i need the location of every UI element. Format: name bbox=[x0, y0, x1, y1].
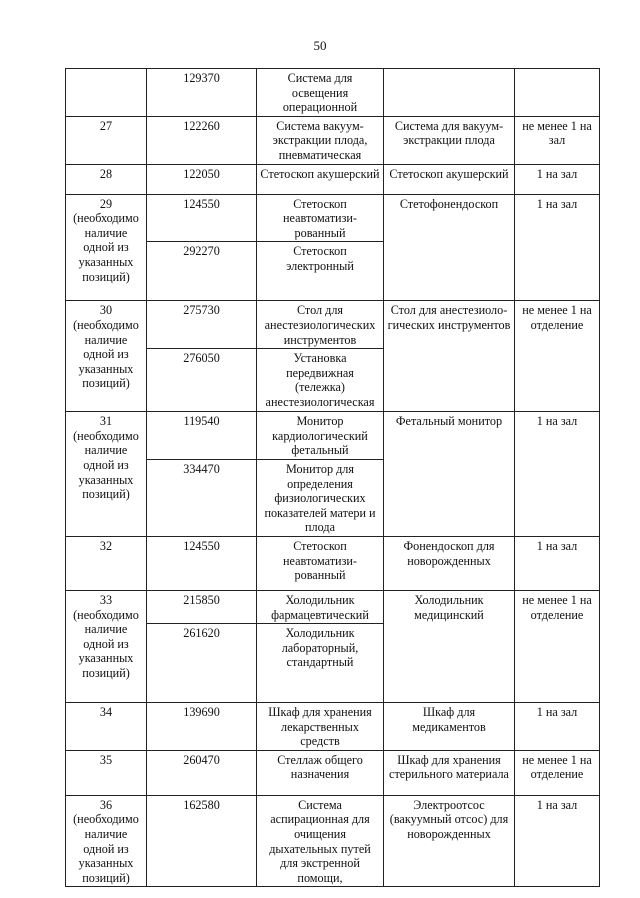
row-number: 27 bbox=[66, 116, 147, 164]
row-number: 33 (необходимо наличие одной из указанных позиций) bbox=[66, 590, 147, 702]
equipment-table bbox=[65, 68, 600, 887]
item-name: Стетоскоп неавтоматизи-рованный bbox=[257, 194, 384, 242]
row-number bbox=[66, 69, 147, 117]
table-row bbox=[66, 164, 600, 194]
item-code: 124550 bbox=[147, 194, 257, 242]
table-row bbox=[66, 301, 600, 349]
item-name: Стеллаж общего назначения bbox=[257, 750, 384, 795]
table-row bbox=[66, 703, 600, 751]
quantity: не менее 1 на зал bbox=[515, 116, 600, 164]
equipment-name: Стетофонендоскоп bbox=[384, 194, 515, 301]
item-code: 261620 bbox=[147, 624, 257, 703]
quantity: 1 на зал bbox=[515, 164, 600, 194]
equipment-name: Система для вакуум-экстракции плода bbox=[384, 116, 515, 164]
item-code: 292270 bbox=[147, 242, 257, 301]
row-number: 36 (необходимо наличие одной из указанных позиций) bbox=[66, 795, 147, 887]
equipment-name: Шкаф для хранения стерильного материала bbox=[384, 750, 515, 795]
row-number: 32 bbox=[66, 536, 147, 590]
row-number: 31 (необходимо наличие одной из указанных позиций) bbox=[66, 412, 147, 537]
quantity: не менее 1 на отделение bbox=[515, 750, 600, 795]
table-row bbox=[66, 536, 600, 590]
item-code: 275730 bbox=[147, 301, 257, 349]
row-number: 29 (необходимо наличие одной из указанных позиций) bbox=[66, 194, 147, 301]
table-row bbox=[66, 116, 600, 164]
table-row bbox=[66, 750, 600, 795]
quantity bbox=[515, 69, 600, 117]
item-code: 260470 bbox=[147, 750, 257, 795]
item-name: Система аспирационная для очищения дыхательных путей для экстренной помощи, bbox=[257, 795, 384, 887]
item-code: 215850 bbox=[147, 590, 257, 623]
quantity: 1 на зал bbox=[515, 795, 600, 887]
item-name: Стетоскоп акушерский bbox=[257, 164, 384, 194]
item-name: Стетоскоп неавтоматизи-рованный bbox=[257, 536, 384, 590]
item-code: 124550 bbox=[147, 536, 257, 590]
page-number: 50 bbox=[313, 38, 327, 53]
quantity: 1 на зал bbox=[515, 703, 600, 751]
equipment-name: Стетоскоп акушерский bbox=[384, 164, 515, 194]
item-code: 139690 bbox=[147, 703, 257, 751]
item-code: 129370 bbox=[147, 69, 257, 117]
table-body bbox=[66, 69, 600, 887]
item-code: 122260 bbox=[147, 116, 257, 164]
table-row bbox=[66, 795, 600, 887]
item-code: 122050 bbox=[147, 164, 257, 194]
quantity: 1 на зал bbox=[515, 412, 600, 537]
item-name: Стол для анестезиологических инструментов bbox=[257, 301, 384, 349]
equipment-name bbox=[384, 69, 515, 117]
equipment-name: Шкаф для медикаментов bbox=[384, 703, 515, 751]
equipment-name: Холодильник медицинский bbox=[384, 590, 515, 702]
item-name: Установка передвижная (тележка) анестезиологическая bbox=[257, 349, 384, 412]
equipment-name: Фонендоскоп для новорожденных bbox=[384, 536, 515, 590]
item-name: Система вакуум-экстракции плода, пневматическая bbox=[257, 116, 384, 164]
quantity: 1 на зал bbox=[515, 194, 600, 301]
row-number: 34 bbox=[66, 703, 147, 751]
item-code: 334470 bbox=[147, 459, 257, 536]
table-row bbox=[66, 194, 600, 242]
item-name: Шкаф для хранения лекарственных средств bbox=[257, 703, 384, 751]
equipment-name: Стол для анестезиоло-гических инструментов bbox=[384, 301, 515, 412]
quantity: 1 на зал bbox=[515, 536, 600, 590]
item-name: Система для освещения операционной bbox=[257, 69, 384, 117]
table-row bbox=[66, 590, 600, 623]
item-name: Монитор для определения физиологических показателей матери и плода bbox=[257, 459, 384, 536]
table-row bbox=[66, 412, 600, 460]
table-row bbox=[66, 69, 600, 117]
item-code: 276050 bbox=[147, 349, 257, 412]
item-name: Монитор кардиологический фетальный bbox=[257, 412, 384, 460]
item-name: Холодильник лабораторный, стандартный bbox=[257, 624, 384, 703]
item-name: Стетоскоп электронный bbox=[257, 242, 384, 301]
item-code: 119540 bbox=[147, 412, 257, 460]
row-number: 30 (необходимо наличие одной из указанных позиций) bbox=[66, 301, 147, 412]
equipment-name: Фетальный монитор bbox=[384, 412, 515, 537]
quantity: не менее 1 на отделение bbox=[515, 301, 600, 412]
quantity: не менее 1 на отделение bbox=[515, 590, 600, 702]
row-number: 35 bbox=[66, 750, 147, 795]
item-code: 162580 bbox=[147, 795, 257, 887]
row-number: 28 bbox=[66, 164, 147, 194]
item-name: Холодильник фармацевтический bbox=[257, 590, 384, 623]
equipment-name: Электроотсос (вакуумный отсос) для новорожденных bbox=[384, 795, 515, 887]
